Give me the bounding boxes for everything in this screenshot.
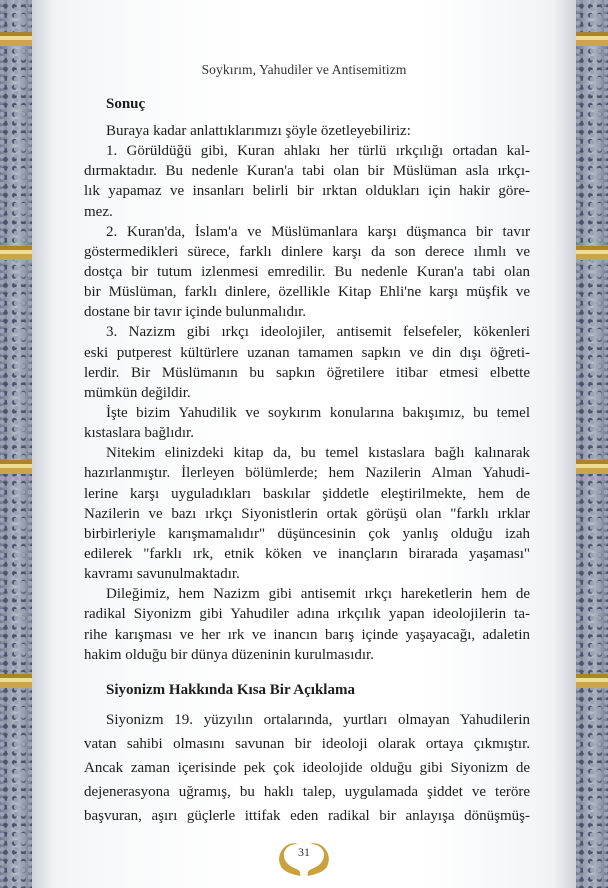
text-line: rihe karışması ve her ırk ve inancın barış içinde yaşayacağı, adaletin	[84, 626, 530, 643]
text-line: 3. Nazizm gibi ırkçı ideolojiler, antisemit felsefeler, kökenleri	[106, 324, 530, 341]
text-line: kavramı savunulmaktadır.	[84, 566, 240, 583]
paragraph	[84, 443, 530, 584]
text-line: Siyonizm 19. yüzyılın ortalarında, yurtları olmayan Yahudilerin	[106, 712, 530, 728]
section-zionism-note	[84, 682, 530, 828]
text-line: İşte bizim Yahudilik ve soykırım konularına bakışımız, bu temel	[106, 404, 530, 421]
section-heading: Siyonizm Hakkında Kısa Bir Açıklama	[106, 682, 355, 698]
text-line: Buraya kadar anlattıklarımızı şöyle özetleyebiliriz:	[106, 123, 411, 139]
text-line: bir Müslüman, farklı dinlere, özellikle Kitap Ehli'ne karşı müşfik ve	[84, 284, 530, 301]
page-number: 31	[298, 845, 310, 859]
text-line: Ancak zaman içerisinde pek çok ideolojide olduğu gibi Siyonizm de	[84, 760, 530, 776]
text-line: kıstaslara bağlıdır.	[84, 425, 194, 442]
text-line: Nazilerin ve bazı ırkçı Siyonistlerin ortak görüşü olan "farklı ırklar	[84, 505, 530, 522]
paragraph	[84, 403, 530, 443]
page-shadow-right	[554, 0, 576, 888]
text-line: eski putperest kültürlere uzanan tamamen sapkın ve din dışı öğreti-	[84, 344, 530, 361]
text-line: göstermedikleri sürece, farklı dinlere karşı da son derece ılımlı ve	[84, 243, 530, 260]
section-heading: Sonuç	[106, 96, 146, 112]
text-line: Nitekim elinizdeki kitap da, bu temel kıstaslara bağlı kalınarak	[106, 445, 530, 462]
text-line: dırmaktadır. Bu nedenle Kuran'a tabi olan bir Müslüman asla ırkçı-	[84, 163, 530, 180]
text-line: radikal Siyonizm gibi Yahudiler adına ırkçılık yapan ideolojilerin ta-	[84, 606, 530, 623]
text-line: mümkün değildir.	[84, 384, 191, 401]
text-line: dostça bir tutum izlenmesi emredilir. Bu nedenle Kuran'a tabi olan	[84, 263, 530, 280]
paragraph	[84, 222, 530, 323]
paragraphs	[84, 121, 530, 665]
text-line: lerine karşı uyguladıkları baskılar şiddetle eleştirilmekte, hem de	[84, 485, 530, 502]
paragraph	[84, 322, 530, 403]
text-line: Dileğimiz, hem Nazizm gibi antisemit ırkçı hareketlerin hem de	[106, 586, 530, 603]
text-line: hakim olduğu bir dünya düzeninin kurulmasıdır.	[84, 646, 374, 663]
paragraph	[84, 708, 530, 828]
running-head: Soykırım, Yahudiler ve Antisemitizm	[201, 62, 407, 77]
section-conclusion	[84, 96, 530, 665]
page-shadow-left	[32, 0, 54, 888]
text-line: 2. Kuran'da, İslam'a ve Müslümanlara karşı düşmanca bir tavır	[106, 223, 530, 240]
text-line: edilerek "farklı ırk, etnik köken ve inançların birarada yaşaması"	[84, 545, 530, 562]
paragraph	[84, 121, 530, 141]
text-line: 1. Görüldüğü gibi, Kuran ahlakı her türlü ırkçılığı ortadan kal-	[106, 143, 530, 160]
text-line: dejenerasyona uğramış, bu haklı talep, uygulamada şiddet ve teröre	[84, 784, 530, 800]
paragraph	[84, 141, 530, 222]
text-line: hazırlanmıştır. İlerleyen bölümlerde; hem Nazilerin Alman Yahudi-	[84, 465, 530, 482]
decorative-marble-column-right	[576, 0, 608, 888]
text-line: vatan sahibi olmasını savunan bir ideoloji olarak ortaya çıkmıştır.	[84, 736, 530, 752]
text-line: mez.	[84, 203, 113, 220]
text-line: başvuran, aşırı güçlerle ittifak eden radikal bir anlayışa dönüşmüş-	[84, 808, 530, 824]
text-line: lerdir. Bir Müslümanın bu sapkın öğretilere itibar etmesi elbette	[84, 364, 530, 381]
text-line: lık yapamaz ve insanları belirli bir ırktan oldukları için hakir göre-	[84, 183, 530, 200]
decorative-marble-column-left	[0, 0, 32, 888]
text-line: birbirleriyle karışmamalıdır" düşüncesinin çok yanlış olduğu izah	[84, 525, 530, 542]
paragraph	[84, 584, 530, 665]
text-line: dostane bir tavır içinde bulunmalıdır.	[84, 304, 307, 321]
